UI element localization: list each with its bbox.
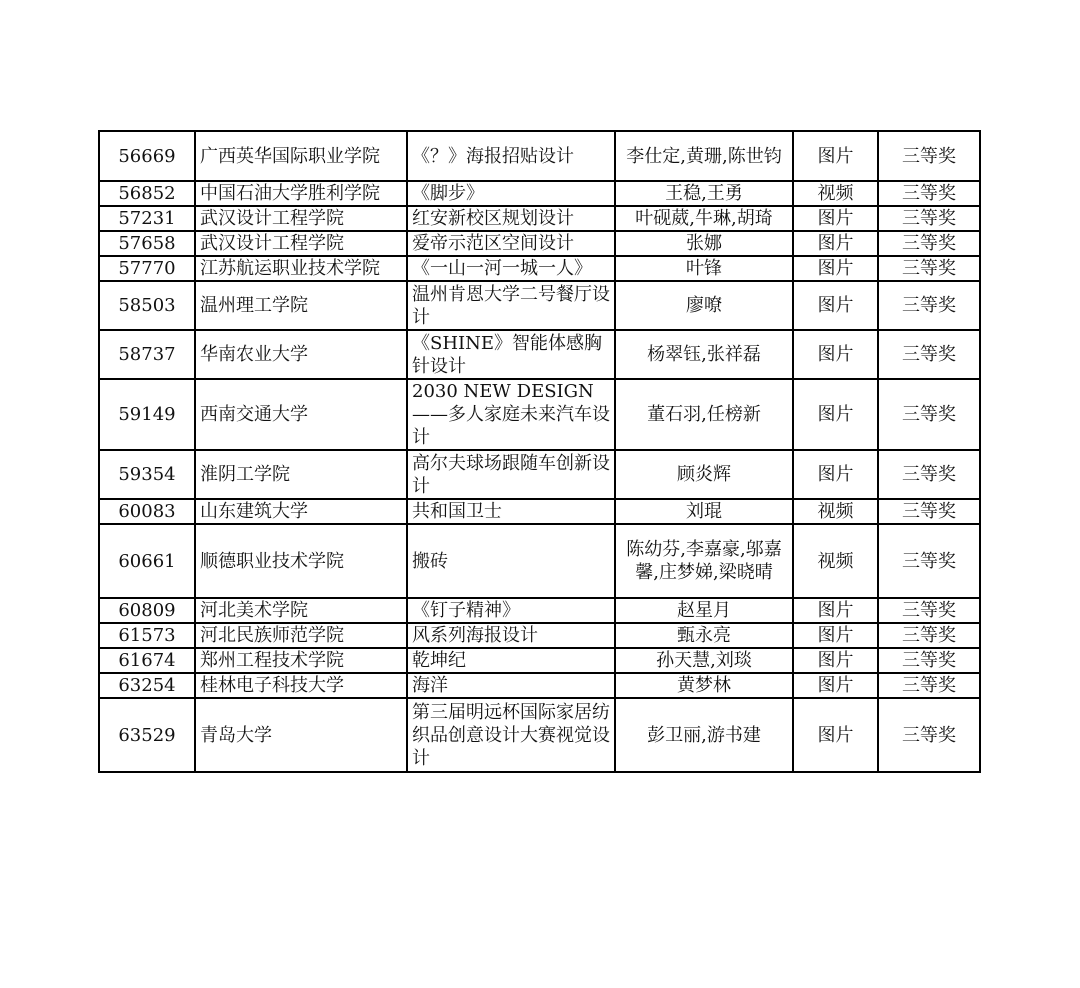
school-cell: 青岛大学 xyxy=(195,698,407,772)
school-cell: 武汉设计工程学院 xyxy=(195,231,407,256)
authors-cell: 张娜 xyxy=(615,231,793,256)
entry-id-cell: 60809 xyxy=(99,598,195,623)
media-type-cell: 视频 xyxy=(793,181,878,206)
prize-cell: 三等奖 xyxy=(878,598,980,623)
table-row xyxy=(99,698,980,772)
authors-cell: 黄梦林 xyxy=(615,673,793,698)
table-row xyxy=(99,281,980,330)
school-cell: 山东建筑大学 xyxy=(195,499,407,524)
entry-id-cell: 58503 xyxy=(99,281,195,330)
authors-cell: 刘琨 xyxy=(615,499,793,524)
authors-cell: 顾炎辉 xyxy=(615,450,793,499)
work-title-cell: 《SHINE》智能体感胸针设计 xyxy=(407,330,615,379)
award-sheet xyxy=(98,130,981,773)
school-cell: 武汉设计工程学院 xyxy=(195,206,407,231)
media-type-cell: 图片 xyxy=(793,450,878,499)
authors-cell: 赵星月 xyxy=(615,598,793,623)
media-type-cell: 图片 xyxy=(793,131,878,181)
authors-cell: 李仕定,黄珊,陈世钧 xyxy=(615,131,793,181)
media-type-cell: 图片 xyxy=(793,256,878,281)
work-title-cell: 共和国卫士 xyxy=(407,499,615,524)
school-cell: 顺德职业技术学院 xyxy=(195,524,407,598)
work-title-cell: 《脚步》 xyxy=(407,181,615,206)
entry-id-cell: 63254 xyxy=(99,673,195,698)
work-title-cell: 风系列海报设计 xyxy=(407,623,615,648)
entry-id-cell: 63529 xyxy=(99,698,195,772)
table-row xyxy=(99,256,980,281)
table-row xyxy=(99,206,980,231)
authors-cell: 廖嘹 xyxy=(615,281,793,330)
media-type-cell: 图片 xyxy=(793,281,878,330)
media-type-cell: 图片 xyxy=(793,330,878,379)
entry-id-cell: 61674 xyxy=(99,648,195,673)
table-row xyxy=(99,131,980,181)
media-type-cell: 图片 xyxy=(793,648,878,673)
table-row xyxy=(99,598,980,623)
entry-id-cell: 56669 xyxy=(99,131,195,181)
prize-cell: 三等奖 xyxy=(878,256,980,281)
table-row xyxy=(99,450,980,499)
work-title-cell: 《？》海报招贴设计 xyxy=(407,131,615,181)
prize-cell: 三等奖 xyxy=(878,698,980,772)
work-title-cell: 乾坤纪 xyxy=(407,648,615,673)
school-cell: 河北美术学院 xyxy=(195,598,407,623)
school-cell: 华南农业大学 xyxy=(195,330,407,379)
work-title-cell: 搬砖 xyxy=(407,524,615,598)
school-cell: 郑州工程技术学院 xyxy=(195,648,407,673)
media-type-cell: 图片 xyxy=(793,231,878,256)
authors-cell: 叶锋 xyxy=(615,256,793,281)
table-row xyxy=(99,231,980,256)
entry-id-cell: 61573 xyxy=(99,623,195,648)
school-cell: 广西英华国际职业学院 xyxy=(195,131,407,181)
work-title-cell: 《一山一河一城一人》 xyxy=(407,256,615,281)
prize-cell: 三等奖 xyxy=(878,330,980,379)
prize-cell: 三等奖 xyxy=(878,379,980,450)
school-cell: 江苏航运职业技术学院 xyxy=(195,256,407,281)
prize-cell: 三等奖 xyxy=(878,673,980,698)
entry-id-cell: 59149 xyxy=(99,379,195,450)
school-cell: 桂林电子科技大学 xyxy=(195,673,407,698)
entry-id-cell: 59354 xyxy=(99,450,195,499)
award-table-body xyxy=(99,131,980,772)
entry-id-cell: 57231 xyxy=(99,206,195,231)
media-type-cell: 图片 xyxy=(793,698,878,772)
table-row xyxy=(99,379,980,450)
table-row xyxy=(99,524,980,598)
table-row xyxy=(99,648,980,673)
school-cell: 中国石油大学胜利学院 xyxy=(195,181,407,206)
media-type-cell: 视频 xyxy=(793,524,878,598)
entry-id-cell: 57658 xyxy=(99,231,195,256)
award-table xyxy=(98,130,981,773)
authors-cell: 甄永亮 xyxy=(615,623,793,648)
authors-cell: 叶砚葳,牛琳,胡琦 xyxy=(615,206,793,231)
media-type-cell: 视频 xyxy=(793,499,878,524)
media-type-cell: 图片 xyxy=(793,673,878,698)
prize-cell: 三等奖 xyxy=(878,281,980,330)
authors-cell: 孙天慧,刘琰 xyxy=(615,648,793,673)
prize-cell: 三等奖 xyxy=(878,499,980,524)
media-type-cell: 图片 xyxy=(793,623,878,648)
entry-id-cell: 56852 xyxy=(99,181,195,206)
work-title-cell: 《钉子精神》 xyxy=(407,598,615,623)
table-row xyxy=(99,181,980,206)
work-title-cell: 爱帝示范区空间设计 xyxy=(407,231,615,256)
work-title-cell: 温州肯恩大学二号餐厅设计 xyxy=(407,281,615,330)
work-title-cell: 海洋 xyxy=(407,673,615,698)
prize-cell: 三等奖 xyxy=(878,450,980,499)
school-cell: 淮阴工学院 xyxy=(195,450,407,499)
work-title-cell: 高尔夫球场跟随车创新设计 xyxy=(407,450,615,499)
prize-cell: 三等奖 xyxy=(878,181,980,206)
work-title-cell: 2030 NEW DESIGN——多人家庭未来汽车设计 xyxy=(407,379,615,450)
school-cell: 西南交通大学 xyxy=(195,379,407,450)
authors-cell: 杨翠钰,张祥磊 xyxy=(615,330,793,379)
prize-cell: 三等奖 xyxy=(878,231,980,256)
authors-cell: 彭卫丽,游书建 xyxy=(615,698,793,772)
authors-cell: 陈幼芬,李嘉豪,邬嘉馨,庄梦娣,梁晓晴 xyxy=(615,524,793,598)
prize-cell: 三等奖 xyxy=(878,524,980,598)
school-cell: 河北民族师范学院 xyxy=(195,623,407,648)
media-type-cell: 图片 xyxy=(793,206,878,231)
entry-id-cell: 57770 xyxy=(99,256,195,281)
work-title-cell: 第三届明远杯国际家居纺织品创意设计大赛视觉设计 xyxy=(407,698,615,772)
prize-cell: 三等奖 xyxy=(878,623,980,648)
work-title-cell: 红安新校区规划设计 xyxy=(407,206,615,231)
entry-id-cell: 60083 xyxy=(99,499,195,524)
prize-cell: 三等奖 xyxy=(878,206,980,231)
table-row xyxy=(99,499,980,524)
authors-cell: 王稳,王勇 xyxy=(615,181,793,206)
authors-cell: 董石羽,任榜新 xyxy=(615,379,793,450)
school-cell: 温州理工学院 xyxy=(195,281,407,330)
media-type-cell: 图片 xyxy=(793,598,878,623)
media-type-cell: 图片 xyxy=(793,379,878,450)
prize-cell: 三等奖 xyxy=(878,131,980,181)
entry-id-cell: 60661 xyxy=(99,524,195,598)
table-row xyxy=(99,673,980,698)
prize-cell: 三等奖 xyxy=(878,648,980,673)
entry-id-cell: 58737 xyxy=(99,330,195,379)
table-row xyxy=(99,623,980,648)
table-row xyxy=(99,330,980,379)
